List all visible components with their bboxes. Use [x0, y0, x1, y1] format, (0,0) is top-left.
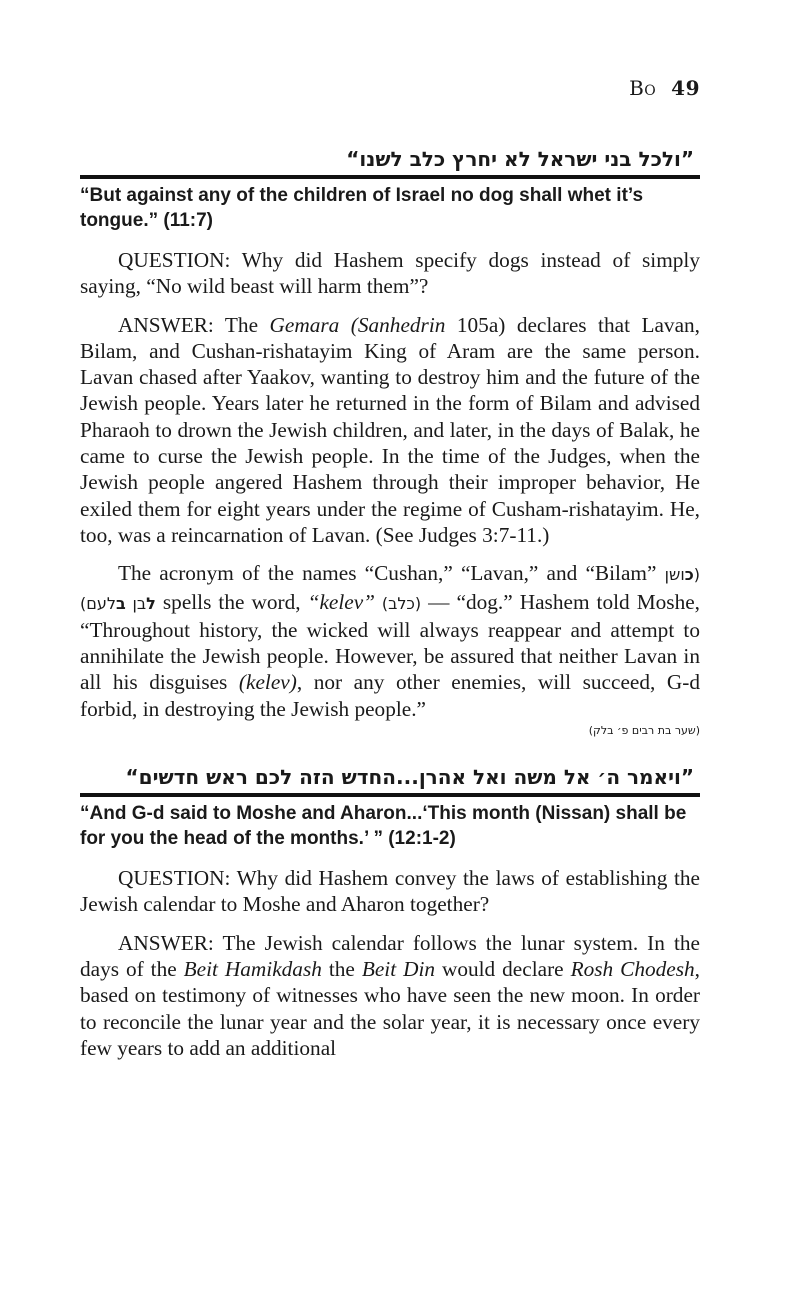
answer2-text-b: the: [321, 956, 362, 981]
source-citation: (שער בת רבים פ׳ בלק): [588, 724, 700, 738]
answer2-text-c: would declare: [435, 956, 571, 981]
beit-hamikdash: Beit Hamikdash: [183, 956, 322, 981]
answer-paragraph: [80, 312, 700, 549]
section-dog: [80, 145, 700, 1073]
hebrew-heading: ”ולכל בני ישראל לא יחרץ כלב לשנו“: [346, 147, 694, 171]
page-number: 49: [671, 76, 700, 100]
name-cushan-rest: ושן: [664, 565, 685, 585]
answer-lead: ANSWER: The: [118, 312, 270, 337]
book-title: Bo: [629, 76, 657, 100]
heading-rule-2: [80, 793, 700, 797]
question-paragraph: QUESTION: Why did Hashem specify dogs instead of simply saying, “No wild beast will harm them”?: [80, 248, 700, 299]
hebrew-heading-2: ”ויאמר ה׳ אל משה ואל אהרן...החדש הזה לכם ראש חדשים“: [125, 765, 694, 790]
heading-rule: [80, 175, 700, 179]
letter-lamed: ל: [146, 593, 156, 613]
acronym-text-4: , nor any other enemies, will succeed, G-d forbid, in destroying the Jewish people.”: [80, 670, 700, 721]
acronym-paragraph: [80, 560, 700, 722]
hebrew-kelev: (כלב): [375, 593, 422, 613]
question-paragraph-2: QUESTION: Why did Hashem convey the laws of establishing the Jewish calendar to Moshe and Aharon together?: [80, 866, 700, 917]
english-heading-2: “And G-d said to Moshe and Aharon...‘This month (Nissan) shall be for you the head of the months.’ ” (12:1-2): [80, 803, 687, 850]
acronym-text-3: — “dog.” Hashem told Moshe, “Throughout history, the wicked will always reappear and attempt to annihilate the Jewish people. However, be assured that neither Lavan in all his disguises: [80, 589, 701, 695]
gemara-ref: Gemara (Sanhedrin: [269, 312, 446, 337]
english-heading: “But against any of the children of Israel no dog shall whet it’s tongue.” (11:7): [80, 185, 644, 231]
acronym-text-1: The acronym of the names “Cushan,” “Lavan,” and “Bilam”: [118, 561, 665, 586]
answer-paragraph-2: [80, 930, 700, 1061]
rosh-chodesh: Rosh Chodesh: [570, 956, 695, 981]
name-lavan-rest: בן: [125, 593, 147, 613]
letter-kaf: כ: [684, 565, 694, 585]
acronym-text-2: spells the word,: [155, 589, 308, 614]
kelev-term: “kelev”: [307, 589, 376, 614]
answer2-text-a: ANSWER: The Jewish calendar follows the lunar system. In the days of the: [80, 930, 700, 981]
kelev-paren: (kelev): [238, 670, 297, 695]
name-bilam-rest: לעם): [80, 593, 116, 613]
letter-bet: ב: [115, 593, 126, 613]
paren-open: (: [693, 565, 700, 585]
answer-text: 105a) declares that Lavan, Bilam, and Cushan-rishatayim King of Aram are the same person. Lavan chased after Yaakov, wanting to destroy him and the future of the Jewish people. Years later he returned in the form of Bilam and advised Pharaoh to drown the Jewish children, and later, in the days of Balak, he came to curse the Jewish people. In the time of the Judges, when the Jewish people angered Hashem through their improper behavior, He exiled them for eight years under the regime of Cusham-rishatayim. He, too, was a reincarnation of Lavan. (See Judges 3:7-11.): [80, 312, 700, 547]
running-head: [629, 76, 700, 100]
beit-din: Beit Din: [361, 956, 436, 981]
answer2-text-d: , based on testimony of witnesses who have seen the new moon. In order to reconcile the lunar year and the solar year, it is necessary once every few years to add an additional: [80, 956, 700, 1060]
